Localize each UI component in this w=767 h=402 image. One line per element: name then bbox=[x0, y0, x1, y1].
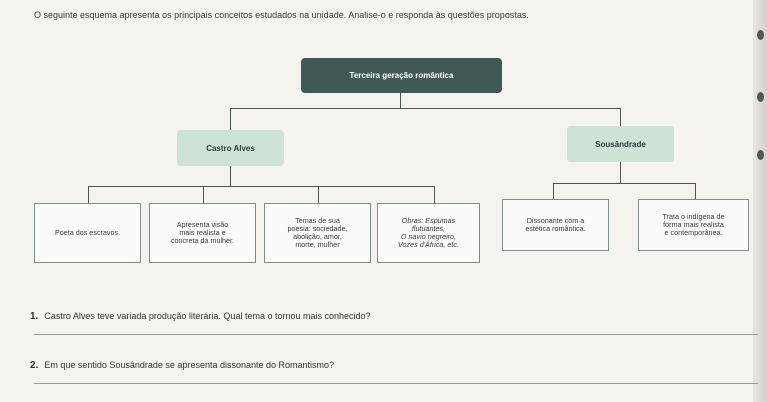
connector-line bbox=[88, 186, 435, 187]
connector-line bbox=[203, 186, 204, 203]
connector-line bbox=[318, 186, 319, 203]
binder-hole-icon bbox=[757, 150, 764, 160]
concept-box bbox=[502, 199, 609, 251]
concept-text: Trata o indígena de forma mais realista e contemporânea. bbox=[662, 212, 725, 237]
binder-hole-icon bbox=[757, 92, 764, 102]
concept-text: Apresenta visão mais realista e concreta da mulher. bbox=[170, 220, 235, 245]
castro-alves-box: Castro Alves bbox=[177, 130, 284, 166]
binder-hole-icon bbox=[757, 30, 764, 40]
connector-line bbox=[230, 108, 231, 130]
concept-box bbox=[638, 199, 749, 251]
question-text: Em que sentido Sousândrade se apresenta dissonante do Romantismo? bbox=[44, 360, 335, 370]
connector-line bbox=[620, 162, 621, 183]
connector-line bbox=[400, 93, 401, 109]
question-1 bbox=[30, 311, 371, 322]
connector-line bbox=[553, 183, 554, 199]
connector-line bbox=[88, 186, 89, 203]
concept-box bbox=[264, 203, 371, 263]
diagram-title-box: Terceira geração romântica bbox=[301, 58, 502, 93]
concept-box bbox=[149, 203, 256, 263]
concept-text: Temas de sua poesia: sociedade, abolição, amor, morte, mulher bbox=[287, 216, 348, 249]
intro-text: O seguinte esquema apresenta os principais conceitos estudados na unidade. Analise-o e responda às questões propostas. bbox=[34, 10, 529, 20]
question-number: 2. bbox=[30, 360, 39, 371]
page-edge bbox=[753, 0, 767, 402]
question-text: Castro Alves teve variada produção literária. Qual tema o tornou mais conhecido? bbox=[44, 311, 371, 321]
connector-line bbox=[230, 166, 231, 186]
concept-box bbox=[34, 203, 141, 263]
question-2 bbox=[30, 360, 334, 371]
concept-text: Dissonante com a estética romântica. bbox=[525, 216, 586, 233]
connector-line bbox=[620, 108, 621, 126]
question-number: 1. bbox=[30, 311, 39, 322]
answer-line[interactable] bbox=[34, 383, 758, 384]
connector-line bbox=[434, 186, 435, 203]
concept-box bbox=[377, 203, 480, 263]
connector-line bbox=[230, 108, 621, 109]
connector-line bbox=[695, 183, 696, 199]
sousandrade-box: Sousândrade bbox=[567, 126, 674, 162]
answer-line[interactable] bbox=[34, 334, 758, 335]
concept-text: Poeta dos escravos. bbox=[54, 228, 121, 237]
concept-text: Obras: Espumas flutuantes, O navio negreiro, Vozes d'África, etc. bbox=[397, 216, 460, 249]
connector-line bbox=[553, 183, 696, 184]
